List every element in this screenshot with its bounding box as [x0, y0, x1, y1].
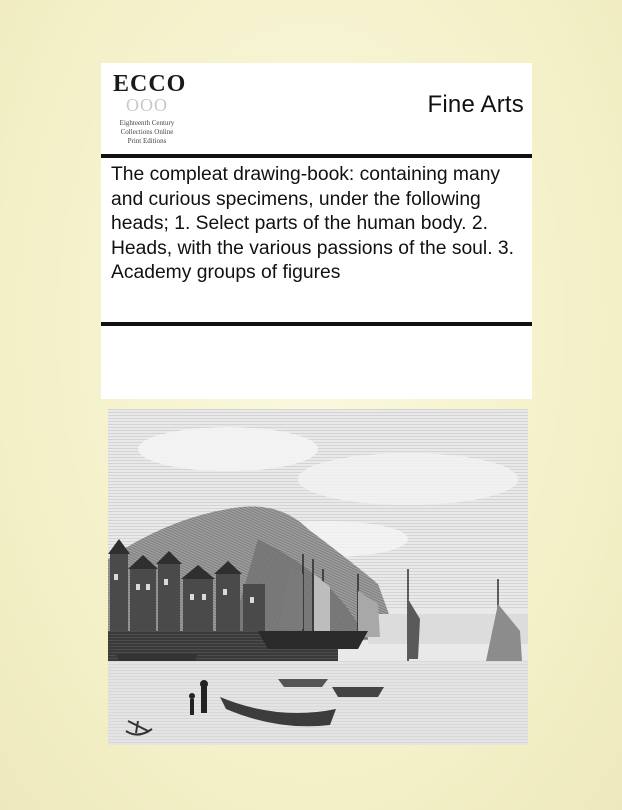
book-cover [101, 63, 532, 399]
top-rule [101, 154, 532, 158]
ecco-logo [113, 69, 187, 153]
logo-subtitle: Eighteenth Century Collections Online Print Editions [119, 119, 175, 145]
book-title: The compleat drawing-book: containing many and curious specimens, under the following heads; 1. Select parts of the human body. 2. Heads, with the various passions of the soul. 3. Academy groups of figures [111, 164, 514, 283]
logo-ghost-letters: OOO [126, 95, 168, 115]
cover-header [101, 63, 532, 153]
bottom-rule [101, 322, 532, 326]
harbor-engraving-icon [108, 409, 528, 745]
logo-mark: ECCO [113, 71, 187, 97]
category-label: Fine Arts [427, 91, 524, 118]
